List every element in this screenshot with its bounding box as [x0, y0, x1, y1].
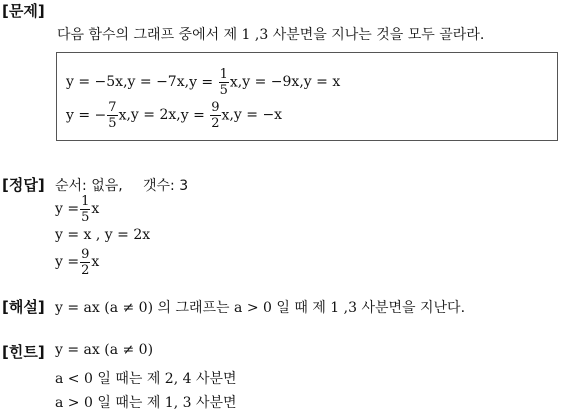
fraction: [80, 248, 90, 277]
fraction: [210, 101, 220, 130]
choice-f3-suffix: x: [229, 74, 238, 90]
fraction-denominator: 5: [81, 209, 90, 225]
choice-f3: [189, 68, 238, 97]
explanation-formula: y = ax (a ≠ 0): [55, 300, 154, 316]
hint-negative-case: [55, 368, 237, 388]
choice-f5: y = x: [303, 74, 341, 90]
separator: ,: [299, 74, 304, 90]
separator: ,: [184, 74, 190, 90]
answer-line-1-prefix: y =: [55, 201, 80, 217]
answer-line-3-suffix: x: [91, 254, 100, 270]
fraction-denominator: 5: [108, 115, 117, 131]
hint-pos-text: 일 때는 제 1, 3 사분면: [92, 395, 237, 411]
fraction-numerator: 1: [81, 193, 90, 209]
problem-instruction: 다음 함수의 그래프 중에서 제 1 ,3 사분면을 지나는 것을 모두 골라라.: [57, 27, 485, 43]
fraction-numerator: 9: [81, 246, 90, 262]
answer-label: [정답]: [2, 176, 45, 194]
choice-f6-suffix: x: [118, 107, 127, 123]
fraction-denominator: 2: [211, 115, 220, 131]
hint-neg-condition: a < 0: [55, 371, 93, 387]
choice-f9: y = −x: [233, 107, 283, 123]
choice-f3-prefix: y =: [189, 74, 218, 90]
explanation-text: [55, 297, 465, 317]
hint-formula: y = ax (a ≠ 0): [55, 342, 154, 358]
choice-f4: y = −9x: [242, 74, 300, 90]
choice-f6-prefix: y = −: [66, 107, 107, 123]
hint-label: [힌트]: [2, 343, 45, 361]
answer-line-1-suffix: x: [91, 201, 100, 217]
separator: ,: [123, 74, 128, 90]
explanation-text-a: 의 그래프는: [153, 300, 235, 316]
answer-order: 순서: 없음,: [55, 178, 123, 194]
fraction: [107, 101, 117, 130]
fraction-numerator: 1: [219, 66, 228, 82]
fraction: [219, 68, 229, 97]
choice-f6: [66, 101, 126, 130]
choice-f8-suffix: x: [221, 107, 230, 123]
choice-f8-prefix: y =: [180, 107, 210, 123]
answer-line-3: [55, 245, 99, 279]
fraction: [80, 195, 90, 224]
answer-line-3-prefix: y =: [55, 254, 80, 270]
choices-row-2: [66, 98, 282, 132]
choice-f8: [181, 101, 230, 130]
choices-row-1: [66, 66, 340, 98]
separator: ,: [176, 107, 181, 123]
separator: ,: [126, 107, 131, 123]
separator: ,: [229, 107, 234, 123]
explanation-label: [해설]: [2, 298, 45, 316]
fraction-denominator: 2: [81, 262, 90, 278]
fraction-numerator: 7: [108, 99, 117, 115]
choice-f1: y = −5x: [66, 74, 124, 90]
choice-f7: y = 2x: [130, 107, 177, 123]
answer-count: 갯수: 3: [143, 178, 189, 194]
fraction-numerator: 9: [211, 99, 220, 115]
separator: ,: [237, 74, 243, 90]
explanation-condition: a > 0: [234, 300, 272, 316]
explanation-text-b: 일 때 제 1 ,3 사분면을 지난다.: [271, 300, 466, 316]
problem-label: [문제]: [2, 2, 45, 20]
fraction-denominator: 5: [219, 82, 228, 98]
hint-positive-case: [55, 392, 237, 412]
answer-line-2: y = x , y = 2x: [55, 227, 151, 243]
choice-f2: y = −7x: [127, 74, 185, 90]
hint-pos-condition: a > 0: [55, 395, 93, 411]
answer-line-1: [55, 192, 99, 226]
hint-neg-text: 일 때는 제 2, 4 사분면: [92, 371, 237, 387]
